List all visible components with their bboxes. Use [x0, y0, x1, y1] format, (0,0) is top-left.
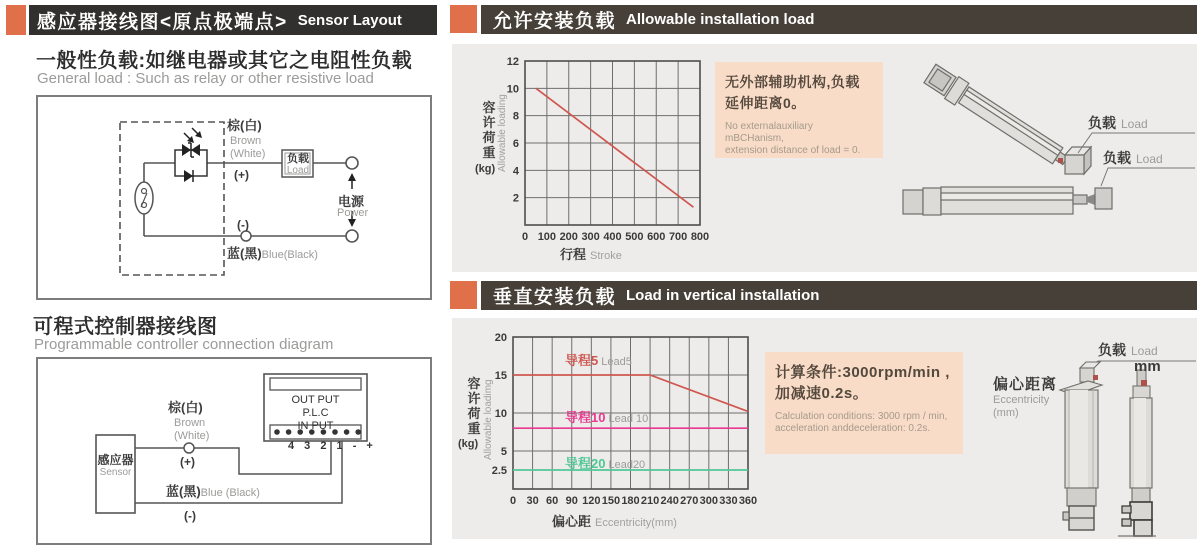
svg-text:500: 500 [625, 231, 644, 243]
sensor-box-label: 感应器 Sensor [97, 453, 134, 478]
chart1-xlabel: 行程 Stroke [560, 247, 622, 262]
general-load-title-zh: 一般性负载:如继电器或其它之电阻性负载 [36, 50, 413, 72]
plc-wiring-diagram [36, 357, 432, 545]
header-accent-square [450, 5, 477, 33]
svg-text:10: 10 [494, 408, 507, 420]
wire-brown-label-zh: 棕(白) [168, 400, 203, 415]
vertical-actuator-illustration [960, 328, 1197, 546]
legend-lead10: 导程10 Lead 10 [565, 410, 649, 425]
chart2-ylabel-zh: 容许荷重 [467, 376, 481, 436]
sensor-wiring-diagram [36, 95, 432, 300]
svg-text:800: 800 [690, 231, 710, 243]
chart1-ylabel-kg: (kg) [475, 163, 496, 175]
chart2-ylabel-en: Allowable loadimg [483, 379, 494, 460]
note1-zh-line2: 延伸距离0。 [725, 95, 806, 111]
vertical-load-title-zh: 垂直安装负载 [493, 287, 617, 308]
svg-text:300: 300 [581, 231, 600, 243]
chart2-ylabel-kg: (kg) [458, 438, 479, 450]
svg-text:90: 90 [565, 495, 578, 507]
svg-text:200: 200 [559, 231, 578, 243]
svg-text:100: 100 [537, 231, 557, 243]
chart1-ylabel-zh: 容许荷重 [482, 100, 496, 160]
svg-text:150: 150 [601, 495, 621, 507]
svg-text:4: 4 [512, 165, 519, 178]
svg-text:20: 20 [494, 332, 507, 344]
allowable-load-header [481, 5, 1197, 34]
allowable-load-title-zh: 允许安装负载 [493, 11, 617, 32]
svg-text:2: 2 [512, 192, 519, 205]
plc-terminal-numbers: 4 3 2 1 - + [288, 440, 377, 452]
svg-text:600: 600 [647, 231, 666, 243]
mm-label: mm [1134, 358, 1161, 375]
note2-zh-line2: 加减速0.2s。 [775, 385, 869, 402]
load-label-3: 负载 Load [1098, 342, 1158, 358]
sensor-layout-title-zh: 感应器接线图<原点极端点> [37, 11, 288, 33]
svg-text:700: 700 [668, 231, 688, 243]
plc-box-label: OUT PUT P.L.C IN PUT [291, 394, 340, 432]
wire-brown-label-en: Brown (White) [230, 135, 266, 160]
plus-terminal-label: (+) [234, 168, 249, 182]
svg-text:5: 5 [500, 446, 507, 458]
svg-text:15: 15 [494, 370, 507, 382]
minus-terminal-label: (-) [184, 509, 196, 523]
svg-text:330: 330 [719, 495, 738, 507]
svg-text:180: 180 [621, 495, 640, 507]
svg-text:60: 60 [546, 495, 559, 507]
header-accent-square [6, 5, 26, 35]
sensor-layout-header [29, 5, 437, 35]
note2-zh-line1: 计算条件:3000rpm/min , [775, 364, 950, 381]
svg-text:360: 360 [738, 495, 758, 507]
wire-brown-label-zh: 棕(白) [227, 118, 262, 133]
svg-text:12: 12 [506, 56, 519, 68]
svg-text:2.5: 2.5 [491, 465, 507, 477]
header-accent-square [450, 281, 477, 309]
vertical-load-header [481, 281, 1197, 310]
svg-text:30: 30 [526, 495, 539, 507]
svg-text:400: 400 [603, 231, 622, 243]
svg-text:210: 210 [640, 495, 660, 507]
load-label-2: 负载 Load [1103, 150, 1163, 166]
calc-conditions-note [765, 352, 963, 454]
note1-zh-line1: 无外部辅助机构,负载 [725, 74, 860, 90]
wire-brown-label-en: Brown (White) [174, 417, 210, 442]
eccentricity-label: 偏心距离 Eccentricity (mm) [993, 376, 1058, 419]
wire-blue-label: 蓝(黑)Blue(Black) [227, 246, 318, 261]
svg-text:120: 120 [582, 495, 601, 507]
svg-text:10: 10 [506, 83, 519, 96]
plc-title-zh: 可程式控制器接线图 [33, 316, 218, 338]
general-load-title-en: General load : Such as relay or other resistive load [37, 70, 374, 87]
no-auxiliary-note [715, 62, 883, 158]
chart2-xlabel: 偏心距 Eccentricity(mm) [552, 514, 677, 529]
sensor-layout-title-en: Sensor Layout [297, 11, 402, 29]
svg-text:240: 240 [660, 495, 679, 507]
legend-lead20: 导程20 Lead20 [565, 456, 646, 471]
power-label-en: Power [337, 207, 369, 219]
wire-blue-label: 蓝(黑)Blue (Black) [166, 484, 260, 499]
svg-text:300: 300 [699, 495, 719, 507]
plc-title-en: Programmable controller connection diagram [34, 336, 334, 353]
vertical-load-title-en: Load in vertical installation [626, 287, 820, 304]
allowable-load-title-en: Allowable installation load [626, 11, 815, 28]
note2-en: Calculation conditions: 3000 rpm / min, acceleration anddeceleration: 0.2s. [775, 411, 948, 434]
minus-terminal-label: (-) [237, 218, 249, 232]
note1-en: No externalauxiliary mBCHanism, extension distance of load = 0. [725, 121, 861, 156]
load-box-label: 负载 Load [286, 153, 310, 176]
power-label-zh: 电源 [338, 194, 365, 209]
svg-text:270: 270 [680, 495, 699, 507]
svg-text:8: 8 [512, 110, 519, 123]
legend-lead5: 导程5 Lead5 [565, 353, 632, 368]
plus-terminal-label: (+) [180, 455, 195, 469]
svg-text:6: 6 [512, 138, 519, 150]
chart1-ylabel-en: Allowable loading [497, 94, 508, 172]
svg-text:0: 0 [509, 495, 517, 507]
load-label-1: 负载 Load [1088, 115, 1148, 131]
svg-text:0: 0 [521, 231, 529, 243]
